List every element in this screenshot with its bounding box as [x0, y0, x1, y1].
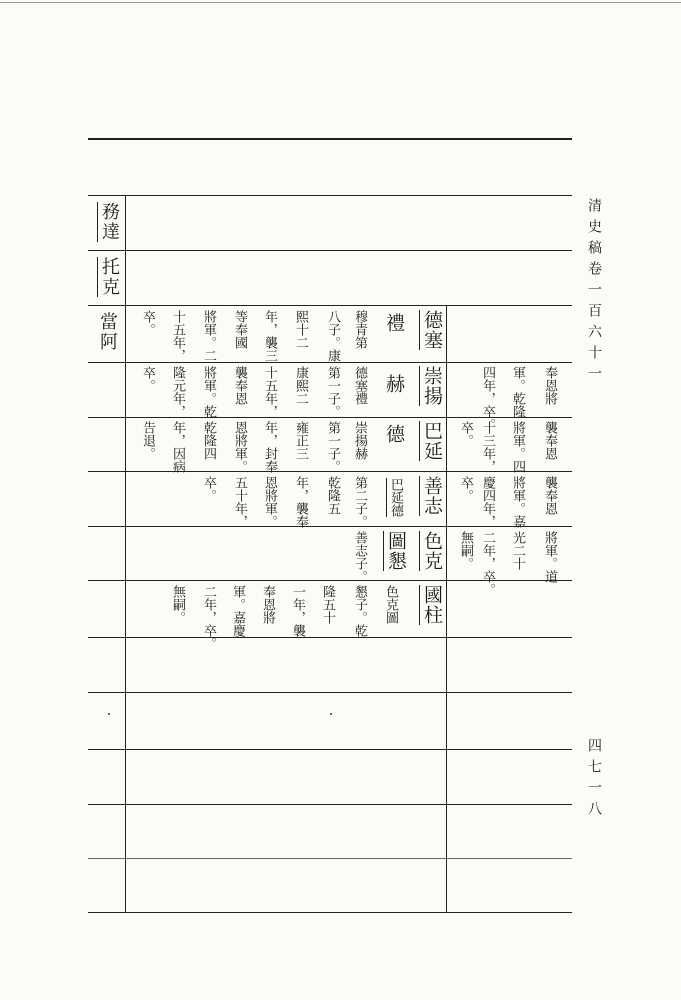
right-bio-line: 無嗣。 — [458, 531, 473, 570]
bio-line: 襲奉恩 — [232, 366, 247, 405]
bio-line: 熙十二 — [293, 310, 308, 349]
bio-line: 隆元年， — [170, 366, 185, 418]
right-bio-line: 將軍。四 — [510, 421, 525, 473]
bio-line: 奉恩將 — [260, 585, 275, 624]
bio-line: 第二子。 — [352, 476, 367, 528]
table-rule — [88, 526, 572, 527]
print-speck — [108, 713, 110, 715]
page-number: 四七一八 — [586, 738, 602, 822]
bio-line: 乾隆四 — [201, 421, 216, 460]
bio-line: 將軍。乾 — [201, 366, 216, 418]
table-rule — [88, 692, 572, 693]
right-bio-line: 軍。乾隆 — [510, 366, 525, 418]
right-bio-line: 卒。 — [458, 421, 473, 447]
table-rule — [88, 362, 572, 363]
name-wuda: 務達 — [99, 202, 120, 242]
bio-line: 軍。嘉慶 — [230, 585, 245, 637]
table-rule — [88, 804, 572, 805]
bio-line: 告退。 — [140, 421, 155, 460]
right-bio-line: 慶四年， — [480, 476, 495, 528]
bio-line: 懇子。乾 — [352, 585, 367, 637]
right-bio-line: 二年，卒。 — [480, 531, 495, 596]
book-title: 清史稿卷一百六十一 — [586, 198, 602, 387]
table-rule — [88, 305, 572, 306]
bio-line: 等奉國 — [232, 310, 247, 349]
bio-line: 五十年， — [232, 476, 247, 528]
sub-bayande: 巴延德 — [388, 478, 403, 517]
bio-line: 崇揚赫 — [352, 421, 367, 460]
bio-line: 將軍。二 — [201, 310, 216, 362]
right-bio-line: 將軍。道 — [542, 531, 557, 583]
print-speck — [330, 713, 332, 715]
top-border — [0, 2, 681, 3]
bio-line: 卒。 — [140, 366, 155, 392]
table-rule — [88, 195, 572, 196]
bio-line: 年，封奉 — [262, 421, 277, 473]
bio-line: 穆青第 — [352, 310, 367, 349]
right-bio-line: 襲奉恩 — [542, 476, 557, 515]
name-guozhu: 國柱 — [421, 585, 443, 625]
sub-he: 赫 — [383, 374, 405, 394]
bio-line: 卒。 — [201, 476, 216, 502]
bio-line: 隆五十 — [320, 585, 335, 624]
right-bio-line: 卒。 — [458, 476, 473, 502]
right-bio-line: 襲奉恩 — [542, 421, 557, 460]
sub-de: 德 — [383, 424, 405, 444]
name-desai: 德塞 — [421, 310, 443, 350]
bio-line: 二年，卒。 — [201, 585, 216, 650]
sub-tuken: 圖懇 — [385, 531, 407, 571]
bio-line: 德塞禮 — [352, 366, 367, 405]
name-dangah: 當阿 — [97, 312, 118, 352]
table-rule — [88, 858, 572, 859]
table-rule — [88, 250, 572, 251]
name-bayan: 巴延 — [421, 421, 443, 461]
bio-line: 無嗣。 — [170, 585, 185, 624]
col-divider — [446, 305, 447, 912]
right-bio-line: 四年，卒。 — [480, 366, 495, 431]
sub-li: 禮 — [383, 313, 405, 333]
bio-line: 一年，襲 — [290, 585, 305, 637]
bio-line: 年，因病 — [170, 421, 185, 473]
table-bottom-rule — [88, 912, 572, 913]
bio-line: 乾隆五 — [325, 476, 340, 515]
name-chongyang: 崇揚 — [421, 366, 443, 406]
name-shanzhi: 善志 — [421, 476, 443, 516]
bio-line: 卒。 — [140, 310, 155, 336]
right-bio-line: 將軍。嘉 — [510, 476, 525, 528]
col-divider — [125, 195, 126, 912]
bio-line: 第一子。 — [325, 366, 340, 418]
bio-line: 色克圖 — [383, 585, 398, 624]
bio-line: 雍正三 — [293, 421, 308, 460]
bio-line: 十五年， — [170, 310, 185, 362]
table-rule — [88, 580, 572, 581]
name-tuoke: 托克 — [99, 257, 120, 297]
table-top-rule — [88, 138, 572, 140]
bio-line: 年，襲三 — [262, 310, 277, 362]
right-bio-line: 光二十 — [510, 531, 525, 570]
right-bio-line: 奉恩將 — [542, 366, 557, 405]
bio-line: 年，襲奉 — [293, 476, 308, 528]
bio-line: 第一子。 — [325, 421, 340, 473]
table-rule — [88, 637, 572, 638]
bio-line: 善志子。 — [352, 531, 367, 583]
table-rule — [88, 749, 572, 750]
right-bio-line: 十三年， — [480, 421, 495, 473]
bio-line: 恩將軍。 — [262, 476, 277, 528]
bio-line: 恩將軍。 — [232, 421, 247, 473]
bio-line: 十五年， — [262, 366, 277, 418]
bio-line: 康熙二 — [293, 366, 308, 405]
bio-line: 八子。康 — [325, 310, 340, 362]
name-seke: 色克 — [421, 531, 443, 571]
